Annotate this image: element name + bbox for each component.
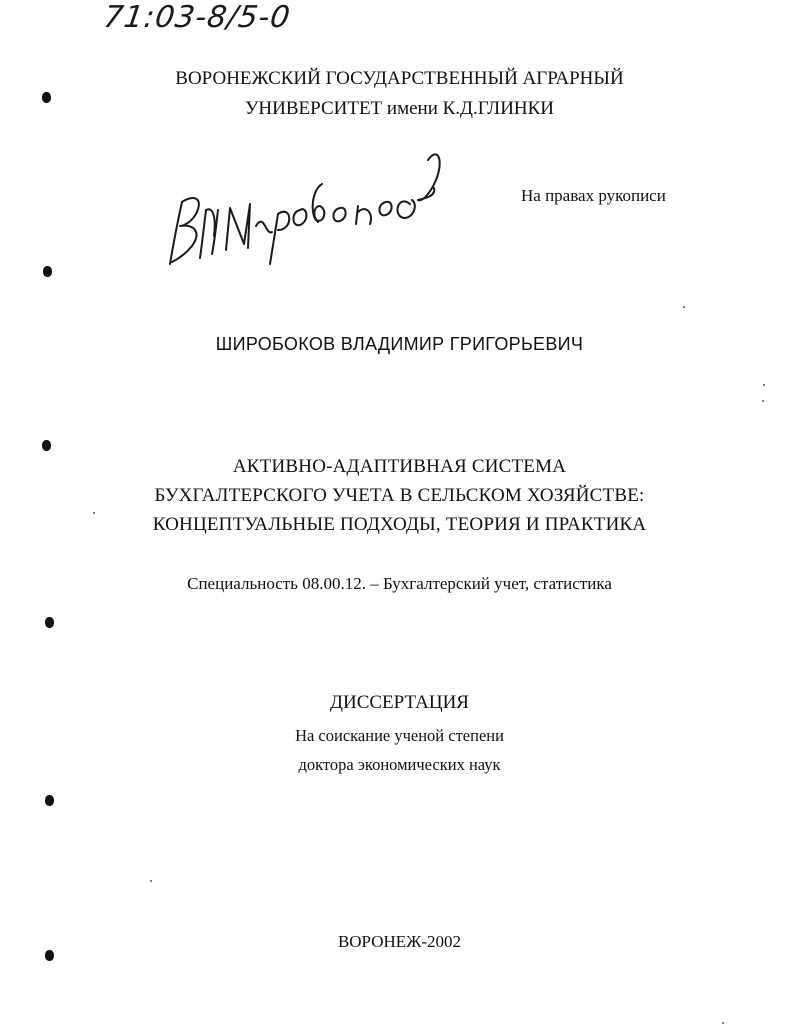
binding-hole-mark — [45, 950, 54, 961]
city-year: ВОРОНЕЖ-2002 — [337, 932, 462, 951]
binding-hole-mark — [42, 92, 51, 103]
degree-line-1: На соискание ученой степени — [295, 726, 504, 745]
scan-speck — [150, 880, 152, 882]
binding-hole-mark — [45, 617, 54, 628]
institution-line-1: ВОРОНЕЖСКИЙ ГОСУДАРСТВЕННЫЙ АГРАРНЫЙ — [175, 68, 624, 89]
work-type: ДИССЕРТАЦИЯ — [330, 692, 469, 713]
manuscript-note: На правах рукописи — [521, 186, 666, 205]
scan-speck — [93, 512, 95, 514]
binding-hole-mark — [43, 266, 52, 277]
degree-line-2: доктора экономических наук — [298, 755, 501, 774]
author-name: ШИРОБОКОВ ВЛАДИМИР ГРИГОРЬЕВИЧ — [215, 334, 584, 354]
dissertation-title-line-1: АКТИВНО-АДАПТИВНАЯ СИСТЕМА — [232, 456, 567, 477]
binding-hole-mark — [42, 440, 51, 451]
specialty-line: Специальность 08.00.12. – Бухгалтерский учет, статистика — [187, 574, 612, 593]
scan-speck — [762, 400, 764, 402]
institution-line-2: УНИВЕРСИТЕТ имени К.Д.ГЛИНКИ — [244, 98, 555, 119]
scan-speck — [722, 1022, 724, 1024]
handwritten-catalog-number: 71:03-8/5-0 — [101, 0, 293, 35]
scan-speck — [763, 384, 765, 386]
dissertation-title-line-2: БУХГАЛТЕРСКОГО УЧЕТА В СЕЛЬСКОМ ХОЗЯЙСТВЕ: — [154, 485, 645, 506]
scan-speck — [683, 306, 685, 308]
binding-hole-mark — [45, 795, 54, 806]
handwritten-signature — [160, 140, 450, 270]
dissertation-title-line-3: КОНЦЕПТУАЛЬНЫЕ ПОДХОДЫ, ТЕОРИЯ И ПРАКТИКА — [152, 514, 647, 535]
